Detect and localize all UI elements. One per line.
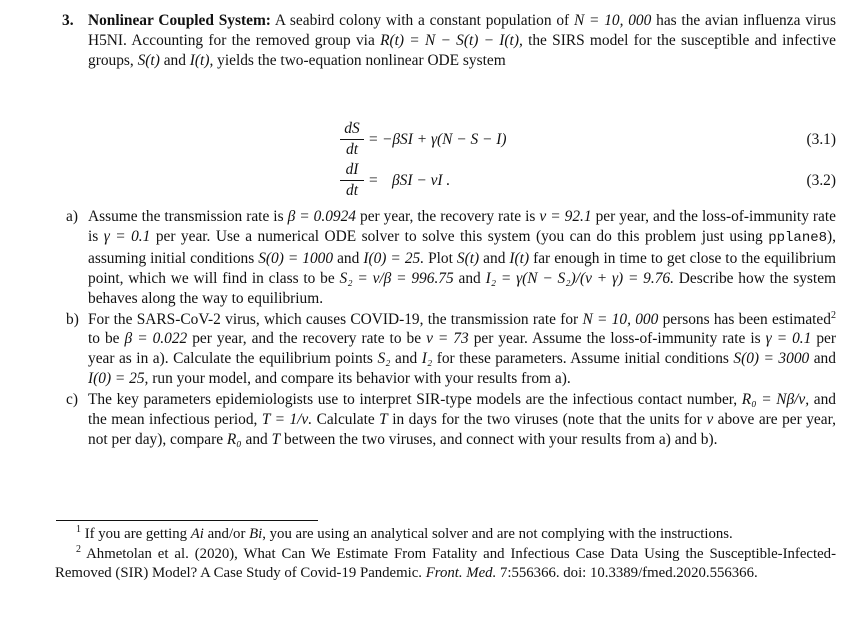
footnote-1-bi: Bi [249, 526, 263, 542]
part-b-footnote-ref[interactable]: 2 [830, 309, 836, 321]
intro-i: I(t), [189, 51, 214, 69]
eq2-rhs: βSI − νI . [392, 172, 451, 189]
problem-title: Nonlinear Coupled System: [88, 12, 271, 29]
intro-s: S(t) [137, 51, 160, 69]
part-c-r0-var: R₀ [226, 430, 242, 448]
part-a-s2: S₂ = ν/β = 996.75 [339, 269, 454, 287]
part-a-i0: I(0) = 25. [363, 249, 425, 267]
part-b-text-1: For the SARS-CoV-2 virus, which causes COVID-19, the transmission rate for [88, 310, 579, 328]
part-b-i2: I₂ [421, 350, 433, 368]
part-c-t-formula: T = 1/ν. [261, 411, 313, 429]
part-b-text-6: per year as in a). Calculate the equilibrium points [88, 330, 836, 368]
footnote-rule [56, 520, 318, 521]
part-a [62, 207, 836, 309]
part-a-text-1: Assume the transmission rate is [88, 208, 284, 225]
part-a-text-2: per year, the recovery rate is [360, 208, 536, 225]
footnote-2-journal: Front. Med. [425, 565, 497, 582]
eq2-denominator: dt [346, 182, 358, 199]
eq1-tag: (3.1) [806, 131, 836, 148]
part-b-text-2: persons has been estimated [662, 310, 831, 328]
eq2-equals: = [369, 172, 378, 189]
part-c-nu-var: ν [706, 411, 714, 429]
footnote-1-mark: 1 [76, 524, 81, 536]
eq2-derivative [340, 161, 364, 200]
part-a-text-5: ), assuming initial conditions [88, 227, 837, 267]
part-a-s0: S(0) = 1000 [258, 249, 334, 267]
part-b-i0: I(0) = 25, [88, 370, 149, 388]
intro-text-4: yields the two-equation nonlinear ODE system [217, 51, 506, 69]
eq2-fraction-bar [340, 180, 364, 181]
part-a-code: pplane8 [768, 229, 828, 246]
part-b-text-7: and [394, 350, 418, 368]
intro-text-3: the SIRS model for the susceptible and infective groups, [88, 31, 836, 69]
part-b-text-5: per year. Assume the loss-of-immunity rate is [473, 330, 761, 348]
problem-number: 3. [62, 12, 74, 29]
part-a-text-9: far enough in time to get close to the equilibrium point, which we will find in class to be [88, 249, 836, 287]
eq1-numerator: dS [344, 120, 360, 137]
part-a-st: S(t) [456, 249, 480, 267]
footnote-2-text-2: 7:556366. doi: 10.3389/fmed.2020.556366. [499, 565, 758, 582]
eq1-denominator: dt [346, 141, 358, 158]
part-b-s0: S(0) = 3000 [733, 350, 810, 368]
equation-3-2 [62, 161, 836, 201]
part-c-r0-formula: R₀ = Nβ/ν, [741, 391, 810, 409]
part-b-s2: S₂ [377, 350, 391, 368]
part-c-text-1: The key parameters epidemiologists use to interpret SIR-type models are the infectious contact number, [88, 391, 738, 409]
footnote-1-ai: Ai [190, 526, 204, 542]
part-b-nu: ν = 73 [426, 330, 469, 348]
part-b-gamma: γ = 0.1 [765, 330, 812, 348]
part-a-text-8: and [483, 249, 506, 267]
part-a-text-4: per year. Use a numerical ODE solver to solve this system (you can do this problem just using [155, 227, 763, 245]
part-a-text-11: Describe how the system behaves along the way to equilibrium. [88, 269, 836, 307]
part-c-text-3: Calculate [316, 411, 375, 429]
part-b-text-3: to be [88, 330, 120, 348]
part-c-t-var: T [379, 411, 388, 429]
part-b-text-4: per year, and the recovery rate to be [192, 330, 422, 348]
part-b-n: N = 10, 000 [582, 310, 659, 328]
part-a-it: I(t) [509, 249, 530, 267]
footnote-2 [55, 545, 836, 584]
part-b-text-8: for these parameters. Assume initial conditions [436, 350, 729, 368]
part-c-text-2: and the mean infectious period, [88, 391, 837, 429]
problem-parts [62, 207, 836, 451]
problem-intro [62, 11, 836, 71]
part-c-text-6: and [245, 430, 268, 448]
part-a-i2: I₂ = γ(N − S₂)/(ν + γ) = 9.76. [485, 269, 674, 287]
eq2-tag: (3.2) [806, 172, 836, 189]
eq1-derivative [340, 120, 364, 159]
part-a-nu: ν = 92.1 [539, 208, 592, 225]
part-c [62, 390, 836, 450]
part-b-text-10: run your model, and compare its behavior with your results from a). [152, 370, 571, 388]
eq1-fraction-bar [340, 139, 364, 140]
part-b-text-9: and [813, 350, 836, 368]
part-b [62, 310, 836, 390]
footnote-1-text-3: , you are using an analytical solver and are not complying with the instructions. [262, 526, 733, 542]
part-a-text-6: and [337, 249, 360, 267]
eq1-rhs: −βSI + γ(N − S − I) [382, 131, 507, 148]
intro-and: and [163, 51, 186, 69]
footnote-2-text-1: Ahmetolan et al. (2020), What Can We Estimate From Fatality and Infectious Case Data Using the Susceptible-Infected-Removed (SIR) Model? A Case Study of Covid-19 Pandemic. [55, 545, 836, 582]
part-b-label: b) [66, 310, 79, 328]
part-c-text-4: in days for the two viruses (note that the units for [392, 411, 702, 429]
footnote-1-text-1: If you are getting [84, 526, 188, 542]
part-c-t-var-2: T [271, 430, 281, 448]
part-a-text-10: and [458, 269, 481, 287]
part-c-text-5: above are per year, not per day), compare [88, 411, 836, 448]
part-a-gamma: γ = 0.1 [103, 227, 151, 245]
part-a-text-3: per year, and the loss-of-immunity rate is [88, 208, 836, 245]
intro-removed-formula: R(t) = N − S(t) − I(t), [380, 31, 523, 49]
intro-population: N = 10, 000 [573, 12, 652, 29]
footnote-1-text-2: and/or [207, 526, 246, 542]
eq2-numerator: dI [345, 161, 359, 178]
intro-text-1: A seabird colony with a constant population of [274, 12, 570, 29]
part-a-label: a) [66, 208, 78, 225]
problem-statement [62, 11, 836, 71]
part-c-text-7: between the two viruses, and connect with your results from a) and b). [284, 430, 718, 448]
part-b-beta: β = 0.022 [124, 330, 188, 348]
part-a-text-7: Plot [428, 249, 453, 267]
footnotes [55, 525, 836, 584]
part-a-beta: β = 0.0924 [287, 208, 356, 225]
footnote-1 [55, 525, 836, 545]
eq1-equals: = [369, 131, 378, 148]
footnote-2-mark: 2 [76, 543, 81, 555]
part-c-label: c) [66, 391, 78, 409]
intro-text-2: has the avian influenza virus H5NI. Accounting for the removed group via [88, 12, 836, 49]
equation-3-1 [62, 120, 836, 160]
